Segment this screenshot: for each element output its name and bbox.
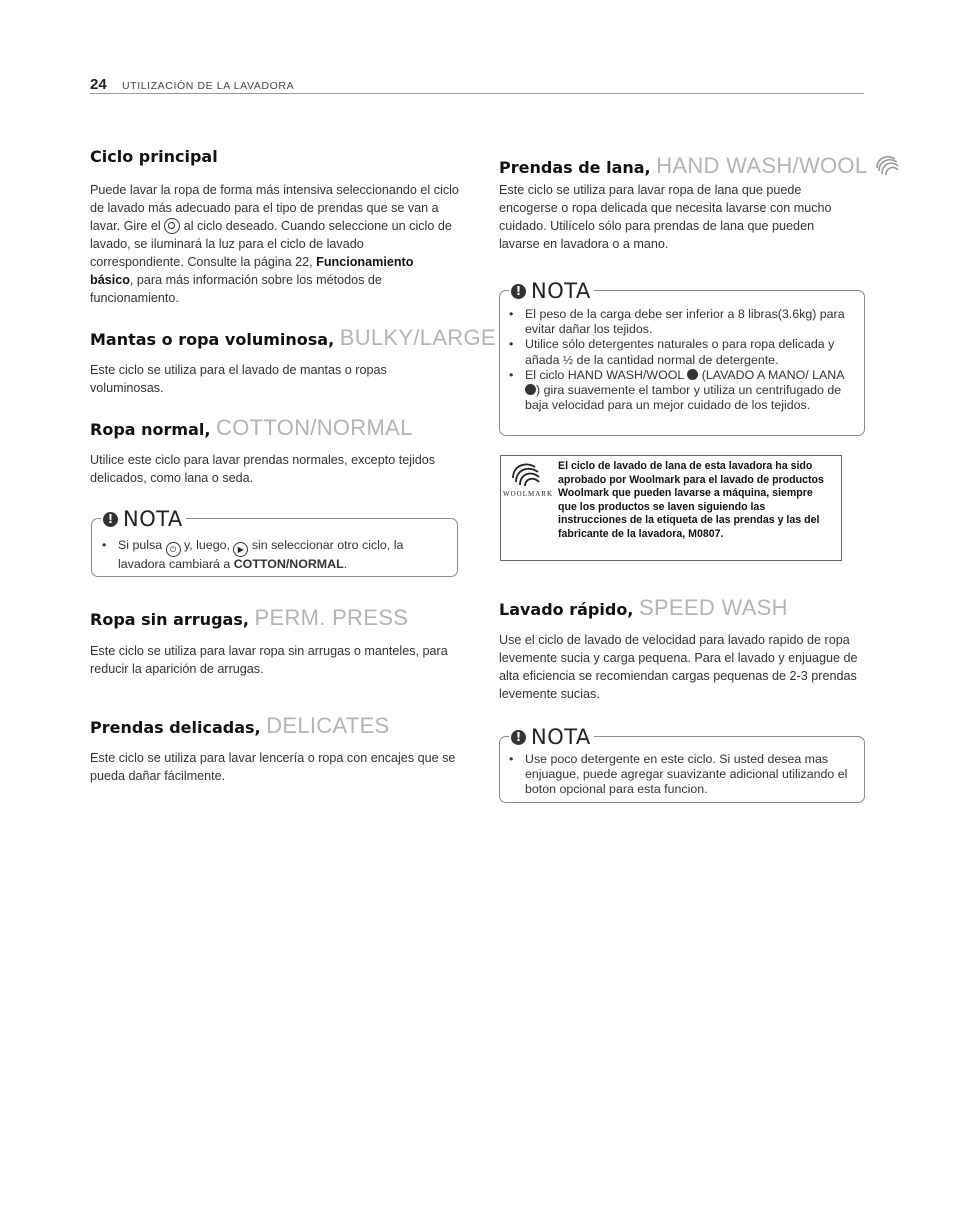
woolmark-icon bbox=[687, 369, 698, 380]
cotton-body: Utilice este ciclo para lavar prendas normales, excepto tejidos delicados, como lana o seda. bbox=[90, 453, 436, 485]
cycle-name-wool: HAND WASH/WOOL bbox=[656, 153, 868, 178]
power-button-icon: ⏻ bbox=[166, 542, 181, 557]
section-header-title: UTILIZACIÓN DE LA LAVADORA bbox=[122, 80, 295, 92]
cycle-name-perm-press: PERM. PRESS bbox=[254, 605, 409, 630]
note-content-cotton bbox=[98, 538, 448, 572]
woolmark-icon bbox=[525, 384, 536, 395]
note-bullet: • El peso de la carga debe ser inferior a 8 libras(3.6kg) para evitar dañar los tejidos. bbox=[517, 307, 855, 337]
note-header: ! NOTA bbox=[509, 279, 594, 303]
page-number: 24 bbox=[90, 76, 107, 93]
note-header: ! NOTA bbox=[509, 725, 594, 749]
exclamation-icon: ! bbox=[511, 284, 526, 299]
note-content-speed bbox=[505, 752, 855, 798]
exclamation-icon: ! bbox=[103, 512, 118, 527]
heading-cotton: Ropa normal, COTTON/NORMAL bbox=[90, 415, 413, 440]
woolmark-caption: WOOLMARK bbox=[503, 490, 553, 498]
heading-perm-press: Ropa sin arrugas, PERM. PRESS bbox=[90, 605, 409, 630]
cycle-name-cotton: COTTON/NORMAL bbox=[216, 415, 413, 440]
note-content-wool bbox=[505, 307, 855, 413]
woolmark-text: El ciclo de lavado de lana de esta lavadora ha sido aprobado por Woolmark para el lavado de productos Woolmark que pueden lavarse a máquina, siempre que los productos se laven siguiendo las instrucciones de la etiqueta de las prendas y las del fabricante de la lavadora, M0807. bbox=[558, 460, 824, 540]
heading-delicates: Prendas delicadas, DELICATES bbox=[90, 713, 390, 738]
woolmark-icon bbox=[873, 150, 901, 178]
exclamation-icon: ! bbox=[511, 730, 526, 745]
note-bullet: • Si pulsa ⏻ y, luego, ▶ sin seleccionar otro ciclo, la lavadora cambiará a COTTON/NORMAL. bbox=[110, 538, 448, 572]
note-bullet: • El ciclo HAND WASH/WOOL (LAVADO A MANO/ LANA ) gira suavemente el tambor y utiliza un centrifugado de baja velocidad para un mejor cuidado de los tejidos. bbox=[517, 368, 855, 414]
bulky-body: Este ciclo se utiliza para el lavado de mantas o ropas voluminosas. bbox=[90, 363, 387, 395]
cycle-selector-dial-icon bbox=[164, 218, 180, 234]
wool-body: Este ciclo se utiliza para lavar ropa de lana que puede encogerse o ropa delicada que necesita lavarse con mucho cuidado. Utilícelo sólo para prendas de lana que pueden lavarse en lavadora o a mano. bbox=[499, 183, 832, 251]
ciclo-principal-body: Puede lavar la ropa de forma más intensiva seleccionando el ciclo de lavado más adecuado para el tipo de prendas que se van a lavar. Gire el al ciclo deseado. Cuando seleccione un ciclo de lavado, se iluminará la luz para el ciclo de lavado correspondiente. Consulte la página 22, Funcionamiento básico, para más información sobre los métodos de funcionamiento. bbox=[90, 183, 459, 305]
cycle-name-delicates: DELICATES bbox=[266, 713, 390, 738]
delicates-body: Este ciclo se utiliza para lavar lencería o ropa con encajes que se pueda dañar fácilmente. bbox=[90, 751, 456, 783]
woolmark-logo-icon bbox=[509, 458, 543, 488]
perm-press-body: Este ciclo se utiliza para lavar ropa sin arrugas o manteles, para reducir la aparición de arrugas. bbox=[90, 644, 448, 676]
heading-bulky: Mantas o ropa voluminosa, BULKY/LARGE bbox=[90, 325, 496, 350]
note-header: ! NOTA bbox=[101, 507, 186, 531]
cycle-name-speed-wash: SPEED WASH bbox=[638, 595, 788, 620]
note-bullet: • Use poco detergente en este ciclo. Si usted desea mas enjuague, puede agregar suavizante adicional utilizando el boton opcional para esta funcion. bbox=[517, 752, 855, 798]
speed-wash-body: Use el ciclo de lavado de velocidad para lavado rapido de ropa levemente sucia y carga pequena. Para el lavado y enjuague de alta eficiencia se recomiendan cargas pequenas de 2-3 prendas levemente sucias. bbox=[499, 633, 858, 701]
cycle-name-bulky: BULKY/LARGE bbox=[339, 325, 496, 350]
header-rule bbox=[90, 93, 864, 94]
heading-wool: Prendas de lana, HAND WASH/WOOL bbox=[499, 150, 901, 179]
start-pause-icon: ▶ bbox=[233, 542, 248, 557]
heading-speed-wash: Lavado rápido, SPEED WASH bbox=[499, 595, 788, 620]
note-bullet: • Utilice sólo detergentes naturales o para ropa delicada y añada ½ de la cantidad normal de detergente. bbox=[517, 337, 855, 367]
heading-ciclo-principal: Ciclo principal bbox=[90, 147, 218, 166]
